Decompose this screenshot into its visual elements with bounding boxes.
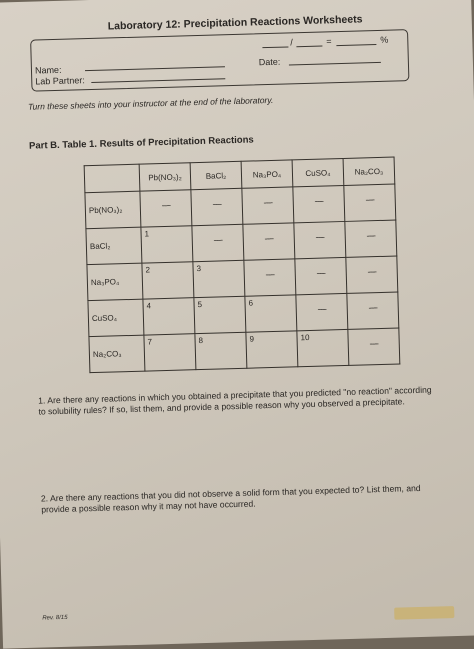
column-header: CuSO₄ — [292, 158, 344, 186]
results-table — [84, 157, 401, 374]
row-header: Na₂CO₃ — [89, 335, 145, 373]
table-cell[interactable] — [297, 329, 349, 366]
column-header: Na₂CO₃ — [343, 157, 395, 185]
cell-value: ----- — [367, 267, 377, 277]
header-box — [30, 29, 409, 92]
table-cell[interactable] — [346, 256, 398, 293]
score-equals: = — [326, 36, 332, 47]
question-2: 2. Are there any reactions that you did not observe a solid form that you expected to? List them, and provide a possible reason why it may not have occurred. — [40, 482, 421, 515]
table-cell[interactable] — [244, 259, 296, 296]
table-cell[interactable] — [194, 296, 246, 333]
column-header: Pb(NO₃)₂ — [139, 163, 191, 191]
row-header: BaCl₂ — [86, 227, 142, 265]
cell-number: 6 — [248, 298, 254, 308]
table-cell[interactable] — [191, 188, 243, 225]
cell-value: ----- — [365, 195, 375, 205]
cell-number: 10 — [300, 332, 310, 343]
table-cell[interactable] — [195, 332, 247, 369]
worksheet-title: Laboratory 12: Precipitation Reactions Worksheets — [107, 13, 363, 33]
table-cell[interactable] — [344, 184, 396, 221]
table-cell[interactable] — [141, 226, 193, 263]
table-cell[interactable] — [348, 328, 400, 365]
table-cell[interactable] — [246, 331, 298, 368]
table-corner-cell — [84, 164, 140, 193]
row-header: Na₃PO₄ — [87, 263, 143, 301]
cell-number: 5 — [197, 299, 203, 310]
cell-value: ----- — [315, 232, 325, 242]
score-percent-sign: % — [380, 34, 389, 45]
cell-number: 4 — [146, 301, 152, 311]
row-header: CuSO₄ — [88, 299, 144, 337]
table-row — [89, 328, 400, 373]
cell-number: 3 — [196, 263, 202, 274]
date-label: Date: — [258, 56, 281, 68]
table-cell[interactable] — [345, 220, 397, 257]
table-cell[interactable] — [140, 190, 192, 227]
revision-note: Rev. 8/15 — [42, 614, 68, 622]
cell-value: ----- — [368, 303, 378, 313]
cell-number: 9 — [249, 334, 255, 344]
table-cell[interactable] — [296, 293, 348, 330]
part-b-title: Part B. Table 1. Results of Precipitation Reactions — [28, 134, 254, 152]
cell-value: ----- — [213, 235, 223, 245]
cell-number: 7 — [147, 337, 153, 347]
column-header: Na₃PO₄ — [241, 160, 293, 188]
cell-value: ----- — [366, 231, 376, 241]
instructions-text: Turn these sheets into your instructor at the end of the laboratory. — [27, 94, 274, 112]
table-cell[interactable] — [144, 334, 196, 371]
binder-tab — [394, 606, 454, 620]
lab-partner-label: Lab Partner: — [35, 75, 85, 87]
column-header: BaCl₂ — [190, 161, 242, 189]
cell-number: 8 — [198, 335, 204, 346]
cell-number: 2 — [145, 265, 151, 275]
table-cell[interactable] — [347, 292, 399, 329]
table-cell[interactable] — [143, 298, 195, 335]
score-separator: / — [290, 37, 293, 48]
cell-number: 1 — [144, 229, 150, 239]
cell-value: ----- — [212, 199, 222, 209]
cell-value: ----- — [264, 233, 274, 244]
table-cell[interactable] — [242, 187, 294, 224]
cell-value: ----- — [369, 339, 379, 349]
cell-value: ----- — [316, 268, 326, 278]
table-cell[interactable] — [295, 257, 347, 294]
table-cell[interactable] — [245, 295, 297, 332]
cell-value: ----- — [263, 197, 273, 208]
question-1: 1. Are there any reactions in which you obtained a precipitate that you predicted "no reaction" according to solubility rules? If so, list them, and provide a possible reason why you observed a precipitate. — [38, 384, 432, 417]
cell-value: ----- — [161, 200, 171, 211]
table-cell[interactable] — [293, 185, 345, 222]
table-cell[interactable] — [193, 260, 245, 297]
cell-value: ----- — [317, 304, 327, 314]
row-header: Pb(NO₃)₂ — [85, 191, 141, 229]
cell-value: ----- — [265, 269, 275, 280]
table-cell[interactable] — [243, 223, 295, 260]
table-cell[interactable] — [294, 221, 346, 258]
cell-value: ----- — [314, 196, 324, 206]
table-cell[interactable] — [192, 224, 244, 261]
name-label: Name: — [34, 64, 62, 76]
table-cell[interactable] — [142, 262, 194, 299]
